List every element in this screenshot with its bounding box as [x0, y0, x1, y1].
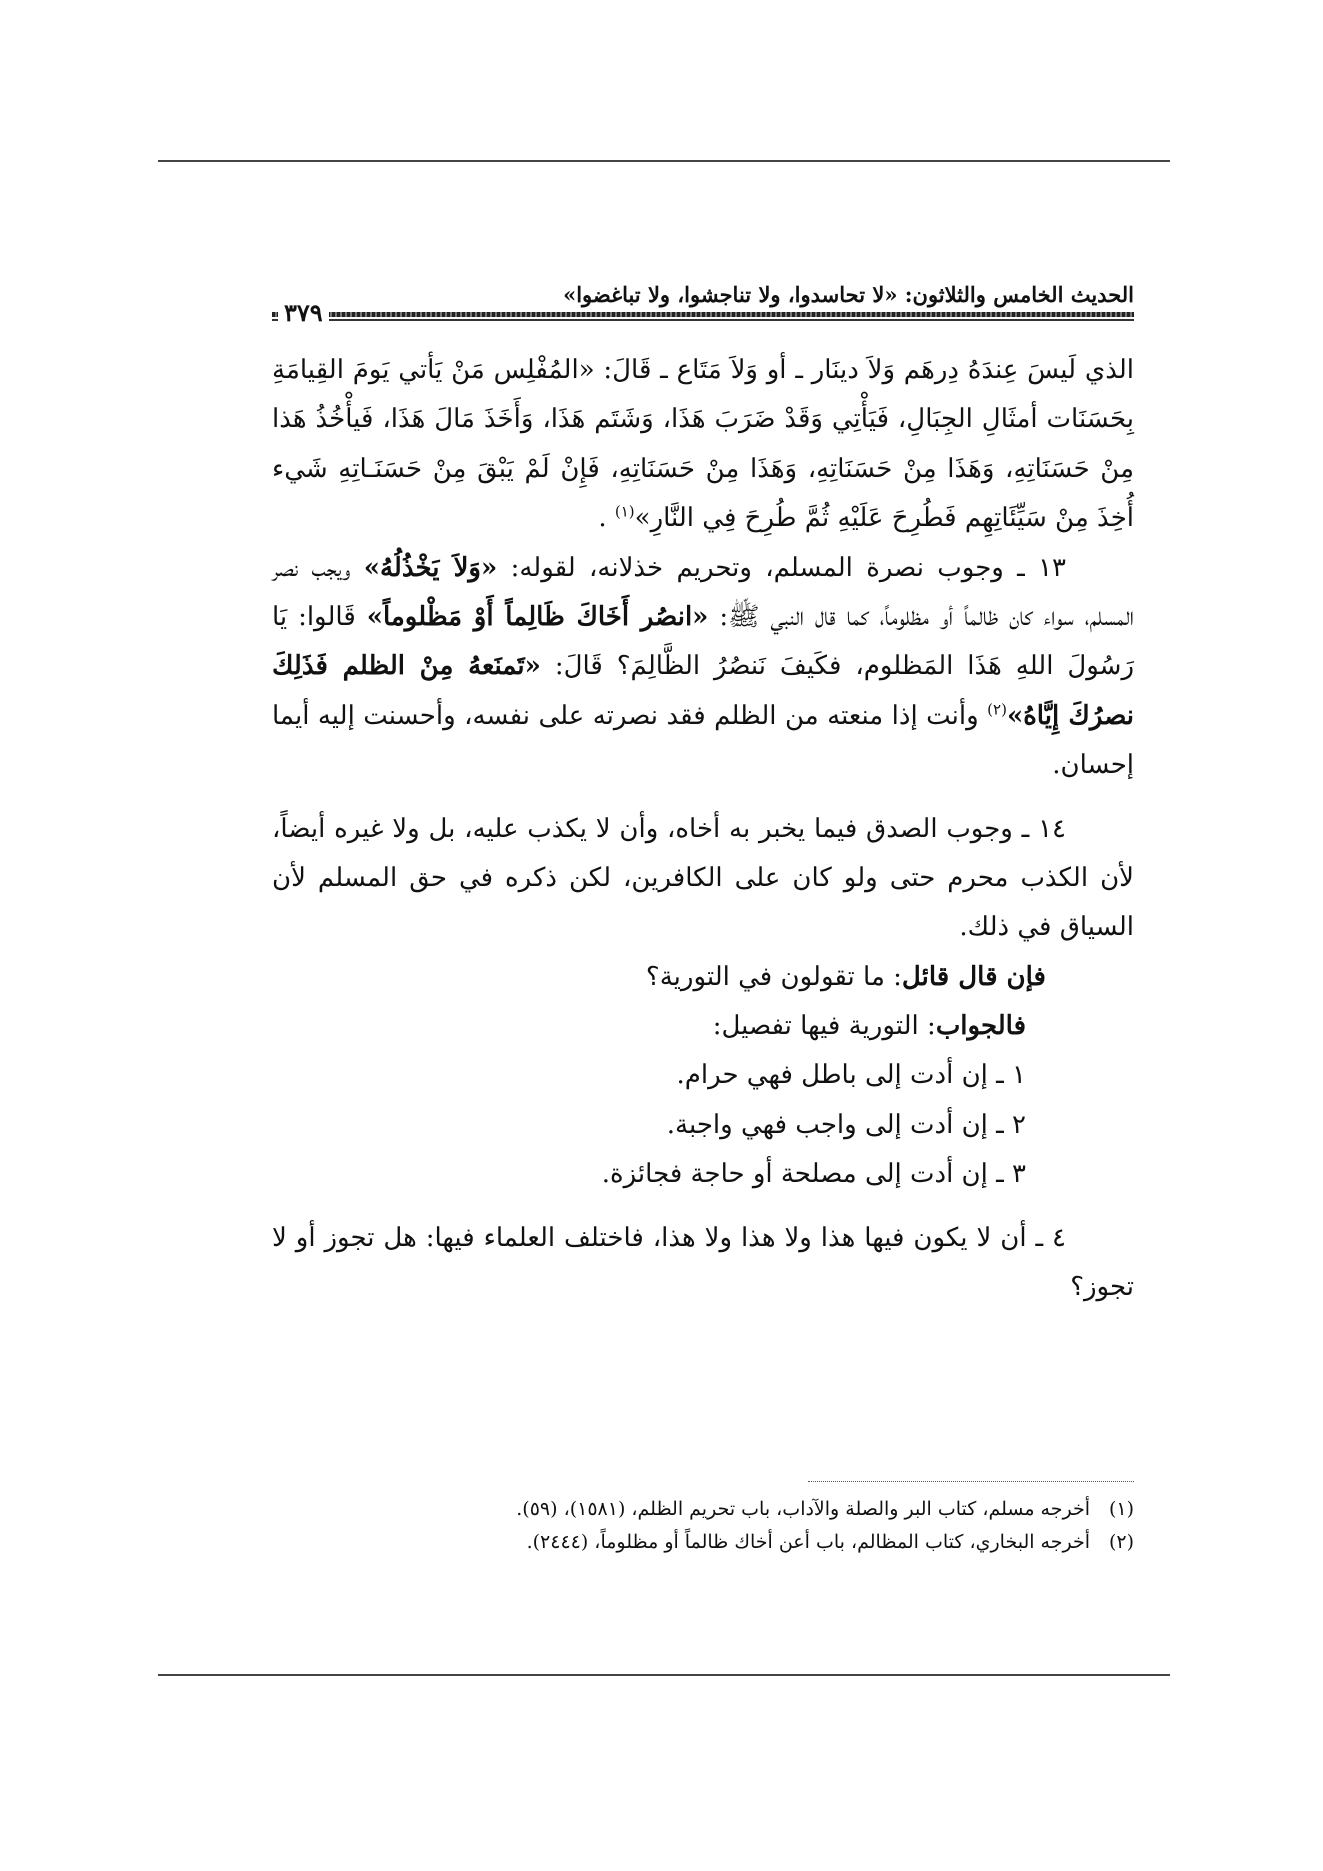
main-text — [272, 346, 1134, 1312]
question-text: : ما تقولون في التورية؟ — [645, 961, 902, 992]
header-title: الحديث الخامس والثلاثون: «لا تحاسدوا، ولا تناجشوا، ولا تباغضوا» — [563, 282, 1134, 307]
quote-la-yakhdhuluhu: «وَلاَ يَخْذُلُهُ» — [363, 552, 498, 583]
list-item-2: ٢ ـ إن أدت إلى واجب فهي واجبة. — [666, 1109, 1026, 1140]
header-band-thin — [272, 319, 1134, 321]
answer-line — [272, 1002, 1134, 1051]
running-header — [272, 282, 1134, 326]
footnote-separator — [808, 1481, 1134, 1483]
footnote-2 — [272, 1526, 1134, 1559]
paragraph-hadith — [272, 346, 1134, 544]
answer-text: : التورية فيها تفصيل: — [712, 1011, 936, 1042]
header-band — [272, 312, 1134, 317]
para13-middle: ويجب نصر المسلم، سواء كان ظالماً أو مظلوماً، كما قال النبي ﷺ: — [272, 552, 1135, 632]
para13-intro: ١٣ ـ وجوب نصرة المسلم، وتحريم خذلانه، لقوله: — [497, 552, 1067, 583]
quote-unsur: «انصُر أَخَاكَ ظَالِماً أَوْ مَظْلوماً» — [366, 601, 709, 632]
footnotes — [272, 1493, 1134, 1560]
footnote-number: (١) — [1108, 1498, 1134, 1520]
quote-tamnauhu: «تَمنَعهُ مِنْ الظلم فَذَلِكَ نصرُكَ إِيَّاهُ» — [272, 651, 1134, 731]
footnote-ref-1[interactable]: (١) — [614, 502, 635, 521]
top-rule — [158, 160, 1170, 162]
footnote-number: (٢) — [1108, 1531, 1134, 1554]
hadith-text: الذي لَيسَ عِندَهُ دِرهَم وَلاَ دينَار ـ أو وَلاَ مَتَاع ـ قَالَ: «المُفْلِس مَنْ يَأتي يَومَ القِيامَةِ بِحَسَنَات أمثَالِ الجِبَالِ، فَيَأْتِي وَقَدْ ضَرَبَ هَذَا، وَشَتَم هَذَا، وَأَخَذَ مَالَ هَذَا، فَيأْخُذُ هَذا مِنْ حَسَنَاتِهِ، وَهَذَا مِنْ حَسَنَاتِهِ، وَهَذَا مِنْ حَسَنَاتِهِ، فَإِنْ لَمْ يَبْقَ مِنْ حَسَنَـاتِهِ شَيء أُخِذَ مِنْ سَيِّئَاتِهِم فَطُرِحَ عَلَيْهِ ثُمَّ طُرِحَ فِي النَّارِ» — [272, 355, 1134, 534]
list-item-1: ١ ـ إن أدت إلى باطل فهي حرام. — [676, 1060, 1026, 1091]
period: . — [598, 503, 607, 534]
list-item-4: ٤ ـ أن لا يكون فيها هذا ولا هذا ولا هذا، فاختلف العلماء فيها: هل تجوز أو لا تجوز؟ — [272, 1222, 1134, 1303]
para13-end: وأنت إذا منعته من الظلم فقد نصرته على نفسه، وأحسنت إليه أيما إحسان. — [272, 700, 1134, 781]
paragraph-13 — [272, 544, 1134, 791]
footnote-text: أخرجه البخاري، كتاب المظالم، باب أعن أخاك ظالماً أو مظلوماً، (٢٤٤٤). — [526, 1531, 1090, 1554]
page-number: ٣٧٩ — [278, 300, 329, 326]
question-line — [272, 953, 1134, 1002]
bottom-rule — [158, 1674, 1170, 1676]
paragraph-14: ١٤ ـ وجوب الصدق فيما يخبر به أخاه، وأن لا يكذب عليه، بل ولا غيره أيضاً، لأن الكذب محرم حتى ولو كان على الكافرين، لكن ذكره في حق المسلم لأن السياق في ذلك. — [272, 813, 1134, 943]
answer-label: فالجواب — [935, 1011, 1026, 1042]
para13-question: قَالوا: يَا رَسُولَ اللهِ هَذَا المَظلوم، فكَيفَ نَنصُرُ الظَّالِمَ؟ قَالَ: — [272, 601, 1135, 682]
question-label: فإن قال قائل — [901, 961, 1046, 992]
list-item-3: ٣ ـ إن أدت إلى مصلحة أو حاجة فجائزة. — [601, 1159, 1026, 1190]
footnote-text: أخرجه مسلم، كتاب البر والصلة والآداب، باب تحريم الظلم، (١٥٨١)، (٥٩). — [516, 1498, 1090, 1520]
footnote-ref-2[interactable]: (٢) — [987, 700, 1007, 719]
footnote-1 — [272, 1493, 1134, 1526]
